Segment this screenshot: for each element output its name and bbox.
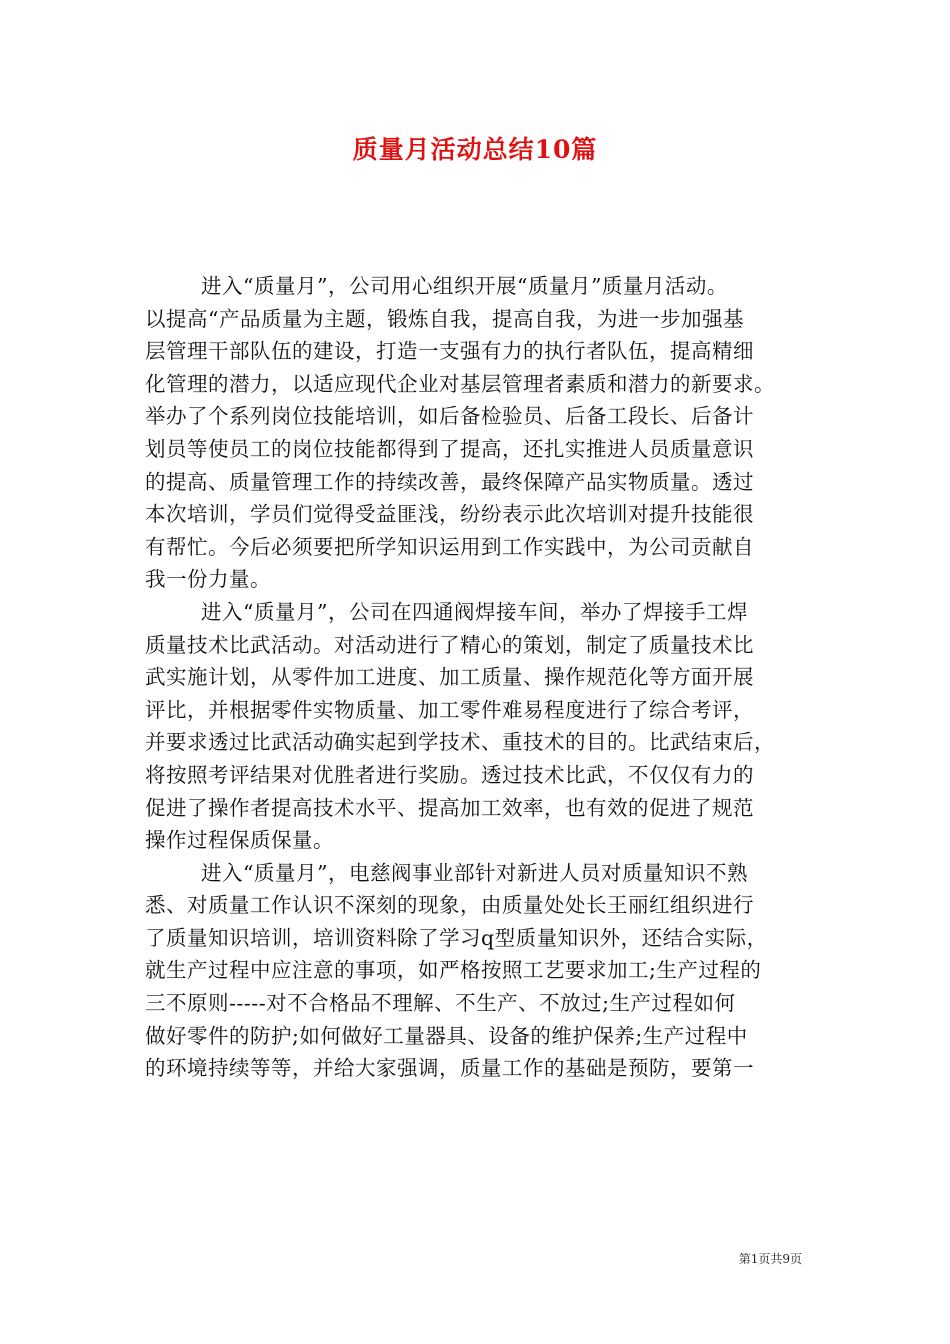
text-line: 举办了个系列岗位技能培训，如后备检验员、后备工段长、后备计 xyxy=(145,404,754,429)
text-line: 的环境持续等等，并给大家强调，质量工作的基础是预防，要第一 xyxy=(145,1056,754,1081)
text-line: 进入“质量月”，公司在四通阀焊接车间，举办了焊接手工焊 xyxy=(201,599,748,624)
text-line: 进入“质量月”，公司用心组织开展“质量月”质量月活动。 xyxy=(201,274,728,298)
text-line: 就生产过程中应注意的事项，如严格按照工艺要求加工;生产过程的 xyxy=(145,958,762,983)
text-line: 进入“质量月”，电慈阀事业部针对新进人员对质量知识不熟 xyxy=(201,860,748,885)
document-body xyxy=(145,270,815,1085)
text-line: 我一份力量。 xyxy=(145,567,271,592)
paragraph-3 xyxy=(145,857,815,1085)
text-line: 层管理干部队伍的建设，打造一支强有力的执行者队伍，提高精细 xyxy=(145,339,754,364)
text-line: 做好零件的防护;如何做好工量器具、设备的维护保养;生产过程中 xyxy=(145,1023,748,1048)
text-line: 划员等使员工的岗位技能都得到了提高，还扎实推进人员质量意识 xyxy=(145,436,754,461)
text-line: 将按照考评结果对优胜者进行奖励。透过技术比武，不仅仅有力的 xyxy=(145,762,754,787)
text-line: 悉、对质量工作认识不深刻的现象，由质量处处长王丽红组织进行 xyxy=(145,893,754,918)
paragraph-2 xyxy=(145,596,815,857)
text-line: 有帮忙。今后必须要把所学知识运用到工作实践中，为公司贡献自 xyxy=(145,534,754,559)
text-line: 促进了操作者提高技术水平、提高加工效率，也有效的促进了规范 xyxy=(145,795,754,820)
text-line: 质量技术比武活动。对活动进行了精心的策划，制定了质量技术比 xyxy=(145,632,754,657)
text-line: 评比，并根据零件实物质量、加工零件难易程度进行了综合考评， xyxy=(145,697,754,722)
text-line: 武实施计划，从零件加工进度、加工质量、操作规范化等方面开展 xyxy=(145,665,754,690)
text-line: 化管理的潜力，以适应现代企业对基层管理者素质和潜力的新要求。 xyxy=(145,371,775,396)
text-line: 操作过程保质保量。 xyxy=(145,828,334,853)
text-line: 本次培训，学员们觉得受益匪浅，纷纷表示此次培训对提升技能很 xyxy=(145,502,754,527)
paragraph-1 xyxy=(145,270,815,596)
page-number: 第1页共9页 xyxy=(738,1252,802,1266)
text-line: 以提高“产品质量为主题，锻炼自我，提高自我，为进一步加强基 xyxy=(145,306,744,331)
text-line: 的提高、质量管理工作的持续改善，最终保障产品实物质量。透过 xyxy=(145,469,754,494)
text-line: 并要求透过比武活动确实起到学技术、重技术的目的。比武结束后， xyxy=(145,730,775,755)
text-line: 三不原则-----对不合格品不理解、不生产、不放过;生产过程如何 xyxy=(145,991,736,1016)
text-line: 了质量知识培训，培训资料除了学习q型质量知识外，还结合实际， xyxy=(145,925,768,950)
document-title: 质量月活动总结10篇 xyxy=(352,135,598,164)
